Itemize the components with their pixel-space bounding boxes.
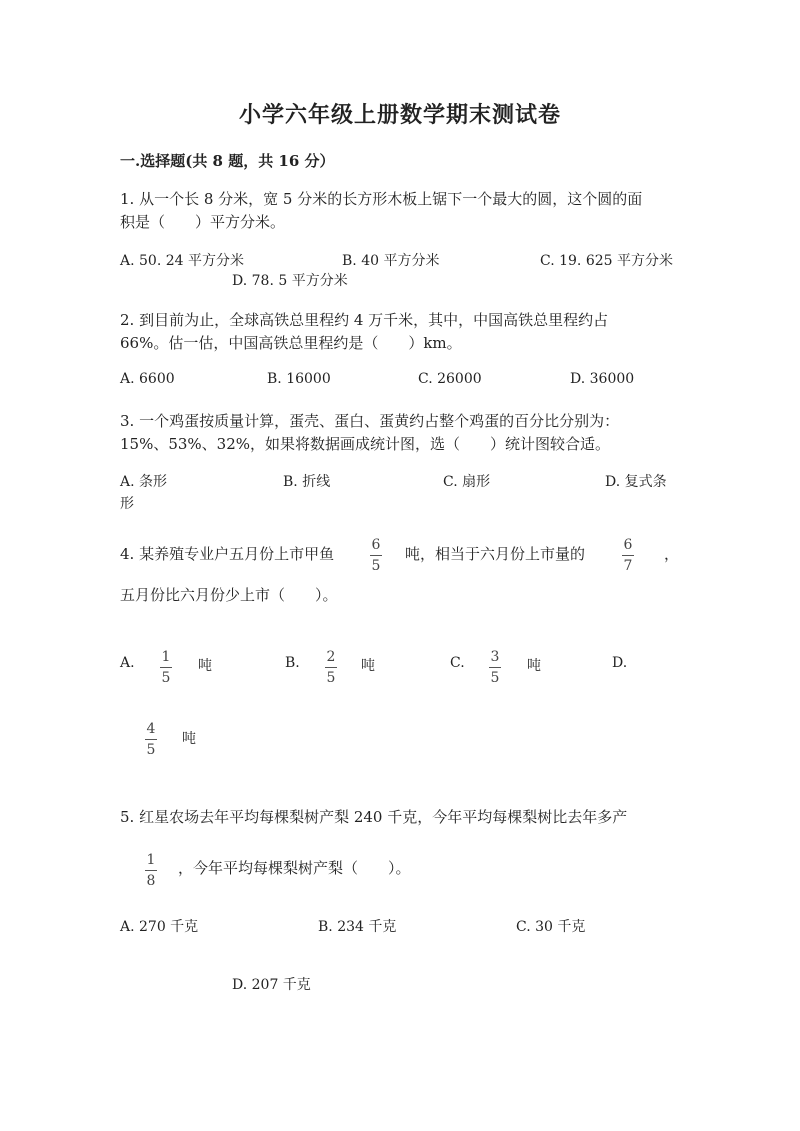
q4-fraction-1: [370, 538, 382, 573]
q1-option-d: D. 78. 5 平方分米: [232, 273, 348, 289]
fraction-bar: [325, 667, 337, 668]
numerator: 6: [623, 537, 633, 553]
q1-text-line2: 积是（ ）平方分米。: [120, 213, 286, 231]
denominator: 5: [326, 670, 336, 686]
q4-text-part1: 4. 某养殖专业户五月份上市甲鱼: [120, 545, 335, 563]
q5-text-line2: ，今年平均每棵梨树产梨（ ）。: [178, 859, 411, 877]
q4-option-a-unit: 吨: [198, 658, 212, 674]
q4-option-b-label: B.: [285, 655, 300, 671]
q4-option-c-label: C.: [450, 655, 465, 671]
q4-option-d-unit: 吨: [182, 731, 196, 747]
q2-text-line1: 2. 到目前为止，全球高铁总里程约 4 万千米，其中，中国高铁总里程约占: [120, 311, 609, 329]
q1-text-line1: 1. 从一个长 8 分米，宽 5 分米的长方形木板上锯下一个最大的圆，这个圆的面: [120, 190, 643, 208]
section-heading: 一.选择题(共 8 题，共 16 分）: [120, 152, 335, 170]
q5-option-c: C. 30 千克: [516, 919, 586, 935]
q4-text-part2: 吨，相当于六月份上市量的: [405, 545, 586, 563]
q3-option-b: B. 折线: [283, 474, 331, 490]
denominator: 5: [371, 558, 381, 574]
numerator: 2: [326, 649, 336, 665]
denominator: 5: [146, 742, 156, 758]
numerator: 3: [490, 649, 500, 665]
q3-text-line2: 15%、53%、32%，如果将数据画成统计图，选（ ）统计图较合适。: [120, 435, 611, 453]
fraction-bar: [145, 870, 157, 871]
fraction-bar: [145, 739, 157, 740]
q1-option-b: B. 40 平方分米: [342, 253, 440, 269]
numerator: 1: [146, 852, 156, 868]
denominator: 8: [146, 873, 156, 889]
q5-option-a: A. 270 千克: [120, 919, 199, 935]
denominator: 5: [161, 670, 171, 686]
q2-option-d: D. 36000: [570, 371, 635, 387]
fraction-bar: [489, 667, 501, 668]
q1-option-c: C. 19. 625 平方分米: [540, 253, 673, 269]
q4-option-d-fraction: [145, 722, 157, 757]
q3-option-d-wrap: 形: [120, 496, 134, 512]
q4-option-c-unit: 吨: [527, 658, 541, 674]
q4-text-part3: ，: [664, 545, 680, 563]
fraction-bar: [370, 555, 382, 556]
denominator: 7: [623, 558, 633, 574]
q2-option-c: C. 26000: [418, 371, 482, 387]
numerator: 6: [371, 537, 381, 553]
q4-option-a-fraction: [160, 650, 172, 685]
denominator: 5: [490, 670, 500, 686]
q4-fraction-2: [622, 538, 634, 573]
q2-option-b: B. 16000: [267, 371, 331, 387]
fraction-bar: [622, 555, 634, 556]
q1-option-a: A. 50. 24 平方分米: [120, 253, 244, 269]
q5-text-line1: 5. 红星农场去年平均每棵梨树产梨 240 千克，今年平均每棵梨树比去年多产: [120, 808, 628, 826]
q5-option-d: D. 207 千克: [232, 977, 311, 993]
q3-option-a: A. 条形: [120, 474, 168, 490]
page-title: 小学六年级上册数学期末测试卷: [238, 102, 561, 128]
q4-text-line2: 五月份比六月份少上市（ ）。: [120, 586, 338, 604]
q2-option-a: A. 6600: [120, 371, 175, 387]
fraction-bar: [160, 667, 172, 668]
q4-option-b-unit: 吨: [361, 658, 375, 674]
q4-option-c-fraction: [489, 650, 501, 685]
q4-option-d-label: D.: [612, 655, 628, 671]
q4-option-a-label: A.: [120, 655, 135, 671]
q2-text-line2: 66%。估一估，中国高铁总里程约是（ ）km。: [120, 334, 462, 352]
q3-option-d: D. 复式条: [605, 474, 667, 490]
numerator: 4: [146, 721, 156, 737]
q3-text-line1: 3. 一个鸡蛋按质量计算，蛋壳、蛋白、蛋黄约占整个鸡蛋的百分比分别为：: [120, 412, 620, 430]
q3-option-c: C. 扇形: [443, 474, 491, 490]
q5-option-b: B. 234 千克: [318, 919, 397, 935]
numerator: 1: [161, 649, 171, 665]
q5-fraction: [145, 853, 157, 888]
q4-option-b-fraction: [325, 650, 337, 685]
